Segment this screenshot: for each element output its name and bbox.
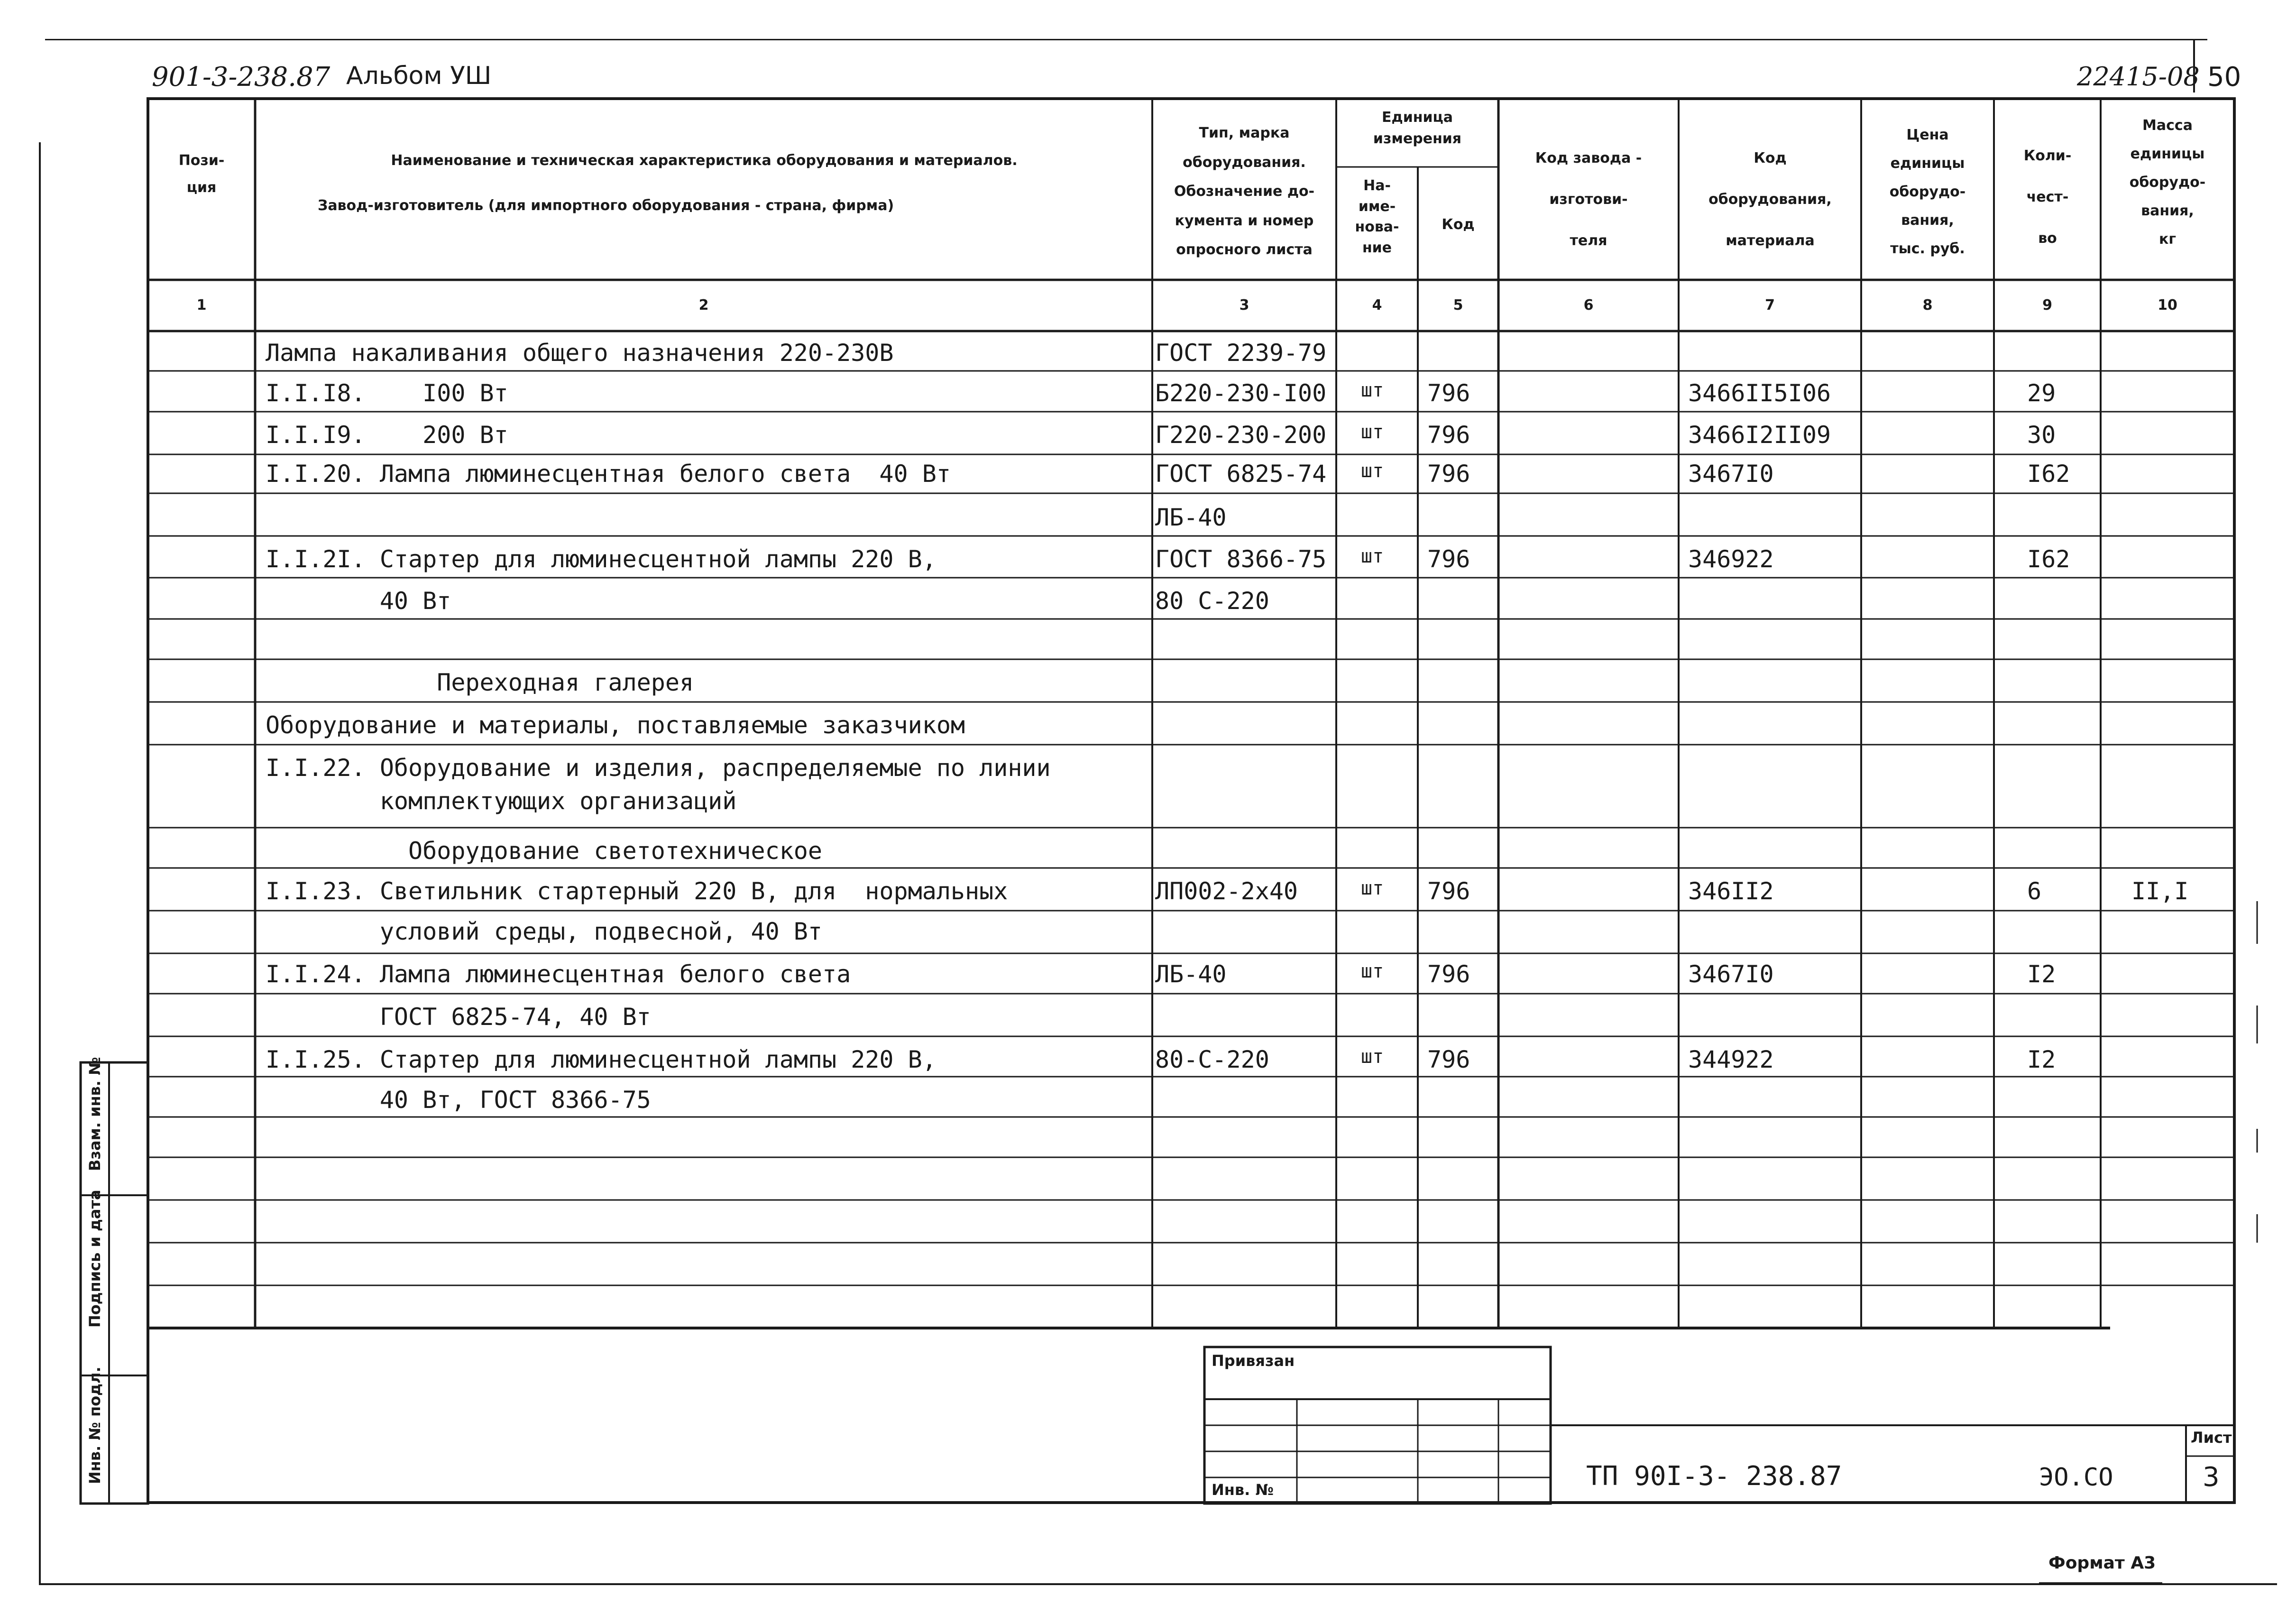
row-name: 40 Вт (266, 587, 451, 615)
col-num-3: 3 (1239, 297, 1249, 314)
row-name: I.I.23. Светильник стартерный 220 В, для нормальных (266, 877, 1008, 905)
row-type: ЛП002-2х40 (1155, 877, 1298, 905)
col-unit-name-header: На- име- нова- ние (1355, 177, 1399, 256)
row-name: 40 Вт, ГОСТ 8366-75 (266, 1086, 651, 1114)
row-name: условий среды, подвесной, 40 Вт (266, 918, 822, 945)
row-quantity: 30 (2027, 421, 2056, 449)
stamp-sheet-number: 3 (2203, 1462, 2220, 1493)
row-unit: шт (1361, 877, 1384, 899)
row-equipment-code: 3467I0 (1688, 460, 1774, 488)
row-quantity: I2 (2027, 1046, 2056, 1073)
row-name: I.I.22. Оборудование и изделия, распределяемые по линии (266, 754, 1051, 782)
col-type-header: Тип, марка оборудования. Обозначение до- кумента и номер опросного листа (1174, 125, 1315, 258)
page-number: 50 (2207, 62, 2241, 92)
row-unit: шт (1361, 960, 1384, 982)
row-type: ГОСТ 8366-75 (1155, 545, 1327, 573)
row-unit-code: 796 (1427, 545, 1470, 573)
row-type: Б220-230-I00 (1155, 379, 1327, 407)
row-unit: шт (1361, 421, 1384, 443)
row-equipment-code: 3467I0 (1688, 960, 1774, 988)
col-price-header: Цена единицы оборудо- вания, тыс. руб. (1889, 127, 1966, 257)
side-label-podpis-text: Подпись и дата (86, 1190, 104, 1328)
row-unit: шт (1361, 460, 1384, 482)
col-equipment-code-header: Код оборудования, материала (1708, 150, 1832, 249)
row-type: Г220-230-200 (1155, 421, 1327, 449)
row-name: I.I.24. Лампа люминесцентная белого света (266, 960, 851, 988)
doc-code: 901-3-238.87 (152, 62, 331, 92)
col-num-4: 4 (1372, 297, 1382, 314)
format-label: Формат А3 (2048, 1553, 2156, 1573)
row-type: ГОСТ 6825-74 (1155, 460, 1327, 488)
row-unit-code: 796 (1427, 1046, 1470, 1073)
col-num-1: 1 (196, 297, 207, 314)
row-mass: II,I (2131, 877, 2189, 905)
row-unit: шт (1361, 545, 1384, 567)
row-type: ЛБ-40 (1155, 504, 1227, 531)
row-unit-code: 796 (1427, 379, 1470, 407)
row-type: ГОСТ 2239-79 (1155, 339, 1327, 367)
side-label-inv-podl-text: Инв. № подл. (86, 1366, 104, 1484)
col-num-8: 8 (1922, 297, 1933, 314)
row-unit: шт (1361, 1046, 1384, 1068)
row-name: Оборудование и материалы, поставляемые заказчиком (266, 711, 965, 739)
row-unit-code: 796 (1427, 421, 1470, 449)
row-quantity: I2 (2027, 960, 2056, 988)
row-unit-code: 796 (1427, 960, 1470, 988)
stamp-privyazan: Привязан (1212, 1352, 1295, 1370)
side-label-vzam (38, 1057, 152, 1171)
col-num-9: 9 (2042, 297, 2052, 314)
col-unit-header: Единица измерения (1373, 109, 1462, 147)
row-quantity: I62 (2027, 460, 2070, 488)
row-name: I.I.2I. Стартер для люминесцентной лампы 220 В, (266, 545, 937, 573)
row-name: Лампа накаливания общего назначения 220-230В (266, 339, 894, 367)
col-factory-code-header: Код завода - изготови- теля (1535, 150, 1642, 249)
row-name: I.I.20. Лампа люминесцентная белого света 40 Вт (266, 460, 951, 488)
stamp-sheet-label: Лист (2191, 1429, 2232, 1447)
row-equipment-code: 346922 (1688, 545, 1774, 573)
col-num-7: 7 (1765, 297, 1775, 314)
row-equipment-code: 346II2 (1688, 877, 1774, 905)
stamp-project-code: ТП 90I-3- 238.87 (1586, 1461, 1842, 1492)
row-unit-code: 796 (1427, 877, 1470, 905)
row-quantity: I62 (2027, 545, 2070, 573)
album-title: Альбом УШ (346, 62, 492, 90)
row-quantity: 29 (2027, 379, 2056, 407)
stamp-inv-no: Инв. № (1212, 1481, 1274, 1499)
col-name-header-line2: Завод-изготовитель (для импортного оборудования - страна, фирма) (318, 197, 894, 214)
row-name: Оборудование светотехническое (266, 837, 822, 865)
archive-number: 22415-08 (2077, 62, 2200, 92)
side-label-podpis (38, 1190, 152, 1328)
row-type: 80-С-220 (1155, 1046, 1269, 1073)
stamp-section: ЭО.СО (2039, 1463, 2113, 1492)
row-type: ЛБ-40 (1155, 960, 1227, 988)
row-name: I.I.I9. 200 Вт (266, 421, 508, 449)
row-name: Переходная галерея (266, 669, 694, 696)
col-num-2: 2 (698, 297, 709, 314)
side-label-inv-podl (38, 1366, 152, 1484)
col-num-6: 6 (1583, 297, 1594, 314)
row-equipment-code: 3466II5I06 (1688, 379, 1831, 407)
row-name: ГОСТ 6825-74, 40 Вт (266, 1003, 651, 1031)
side-label-vzam-text: Взам. инв. № (86, 1057, 104, 1171)
row-equipment-code: 3466I2II09 (1688, 421, 1831, 449)
col-num-5: 5 (1453, 297, 1463, 314)
col-unit-code-header: Код (1442, 216, 1475, 233)
col-name-header-line1: Наименование и техническая характеристика оборудования и материалов. (391, 152, 1018, 169)
row-type: 80 С-220 (1155, 587, 1269, 615)
col-quantity-header: Коли- чест- во (2023, 148, 2072, 247)
row-unit: шт (1361, 379, 1384, 401)
row-name: I.I.I8. I00 Вт (266, 379, 508, 407)
row-name: комплектующих организаций (266, 787, 737, 815)
row-unit-code: 796 (1427, 460, 1470, 488)
col-num-10: 10 (2158, 297, 2177, 314)
row-quantity: 6 (2027, 877, 2042, 905)
col-mass-header: Масса единицы оборудо- вания, кг (2129, 117, 2206, 248)
row-equipment-code: 344922 (1688, 1046, 1774, 1073)
col-position-header: Пози- ция (178, 152, 225, 196)
row-name: I.I.25. Стартер для люминесцентной лампы 220 В, (266, 1046, 937, 1073)
